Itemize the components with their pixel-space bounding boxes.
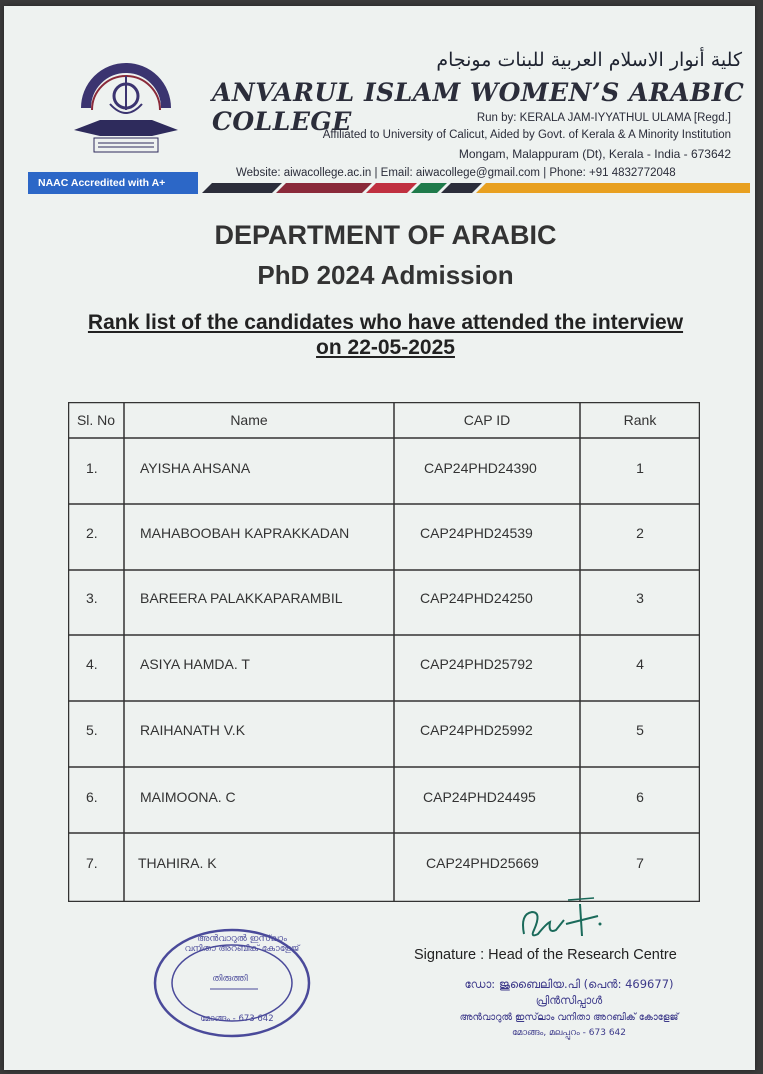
header-cap-id: CAP ID <box>463 412 511 428</box>
document-page <box>4 6 755 1070</box>
college-name: ANVARUL ISLAM WOMEN’S ARABIC COLLEGE <box>212 78 745 136</box>
cell-name: THAHIRA. K <box>138 855 217 871</box>
run-by-line: Run by: KERALA JAM-IYYATHUL ULAMA [Regd.] <box>476 112 731 124</box>
header-name: Name <box>230 412 268 428</box>
principal-title: പ്രിൻസിപ്പാൾ <box>535 994 603 1007</box>
cell-name: ASIYA HAMDA. T <box>140 656 250 672</box>
seal-inner-text: തിരുത്തി <box>212 974 248 984</box>
cell-cap-id: CAP24PHD24390 <box>424 460 537 476</box>
cell-sl-no: 2. <box>86 525 98 541</box>
cell-sl-no: 4. <box>86 656 98 672</box>
cell-name: BAREERA PALAKKAPARAMBIL <box>140 590 343 606</box>
department-title: DEPARTMENT OF ARABIC <box>214 220 557 250</box>
cell-cap-id: CAP24PHD25992 <box>420 722 533 738</box>
table-grid <box>68 402 700 902</box>
rank-title-line-2: on 22-05-2025 <box>316 336 455 359</box>
handwritten-signature <box>516 894 606 950</box>
affiliation-line: Affiliated to University of Calicut, Aided by Govt. of Kerala & A Minority Institution <box>322 129 731 141</box>
cell-cap-id: CAP24PHD25792 <box>420 656 533 672</box>
cell-name: AYISHA AHSANA <box>140 460 251 476</box>
cell-rank: 1 <box>636 460 644 476</box>
principal-place: മോങ്ങം, മലപ്പുറം - 673 642 <box>511 1028 627 1038</box>
address-line: Mongam, Malappuram (Dt), Kerala - India - 673642 <box>458 147 731 161</box>
cell-rank: 5 <box>636 722 644 738</box>
cell-sl-no: 6. <box>86 789 98 805</box>
cell-rank: 7 <box>636 855 644 871</box>
cell-rank: 4 <box>636 656 644 672</box>
cell-cap-id: CAP24PHD25669 <box>426 855 539 871</box>
cell-sl-no: 5. <box>86 722 98 738</box>
admission-title: PhD 2024 Admission <box>257 260 514 290</box>
principal-name: ഡോ: ജുബൈലിയ.പി (പെൻ: 469677) <box>464 977 674 991</box>
contact-line: Website: aiwacollege.ac.in | Email: aiwacollege@gmail.com | Phone: +91 4832772048 <box>236 167 676 179</box>
rank-title-line-1: Rank list of the candidates who have attended the interview <box>87 311 684 334</box>
cell-rank: 6 <box>636 789 644 805</box>
cell-rank: 2 <box>636 525 644 541</box>
cell-sl-no: 1. <box>86 460 98 476</box>
rank-table <box>68 402 700 902</box>
seal-bottom-text: മോങ്ങം - 673 642 <box>200 1014 274 1024</box>
cell-cap-id: CAP24PHD24495 <box>423 789 536 805</box>
signature-label: Signature : Head of the Research Centre <box>414 947 677 963</box>
rank-list-title <box>4 310 763 360</box>
college-arabic-name: كلية أنوار الاسلام العربية للبنات مونجام <box>436 49 742 71</box>
cell-sl-no: 3. <box>86 590 98 606</box>
college-logo <box>70 46 182 158</box>
cell-sl-no: 7. <box>86 855 98 871</box>
naac-badge: NAAC Accredited with A+ <box>28 172 198 194</box>
cell-rank: 3 <box>636 590 644 606</box>
header-rank: Rank <box>623 412 657 428</box>
cell-name: RAIHANATH V.K <box>140 722 246 738</box>
header-sl-no: Sl. No <box>76 412 116 428</box>
seal-outer-text: അൻവാറുൽ ഇസ്‌ലാം വനിതാ അറബിക് കോളേജ് <box>184 934 300 954</box>
principal-college: അൻവാറുൽ ഇസ്‌ലാം വനിതാ അറബിക് കോളേജ് <box>459 1012 679 1023</box>
cell-cap-id: CAP24PHD24539 <box>420 525 533 541</box>
cell-name: MAIMOONA. C <box>140 789 236 805</box>
decorative-stripes <box>202 183 750 193</box>
cell-name: MAHABOOBAH KAPRAKKADAN <box>140 525 350 541</box>
cell-cap-id: CAP24PHD24250 <box>420 590 533 606</box>
